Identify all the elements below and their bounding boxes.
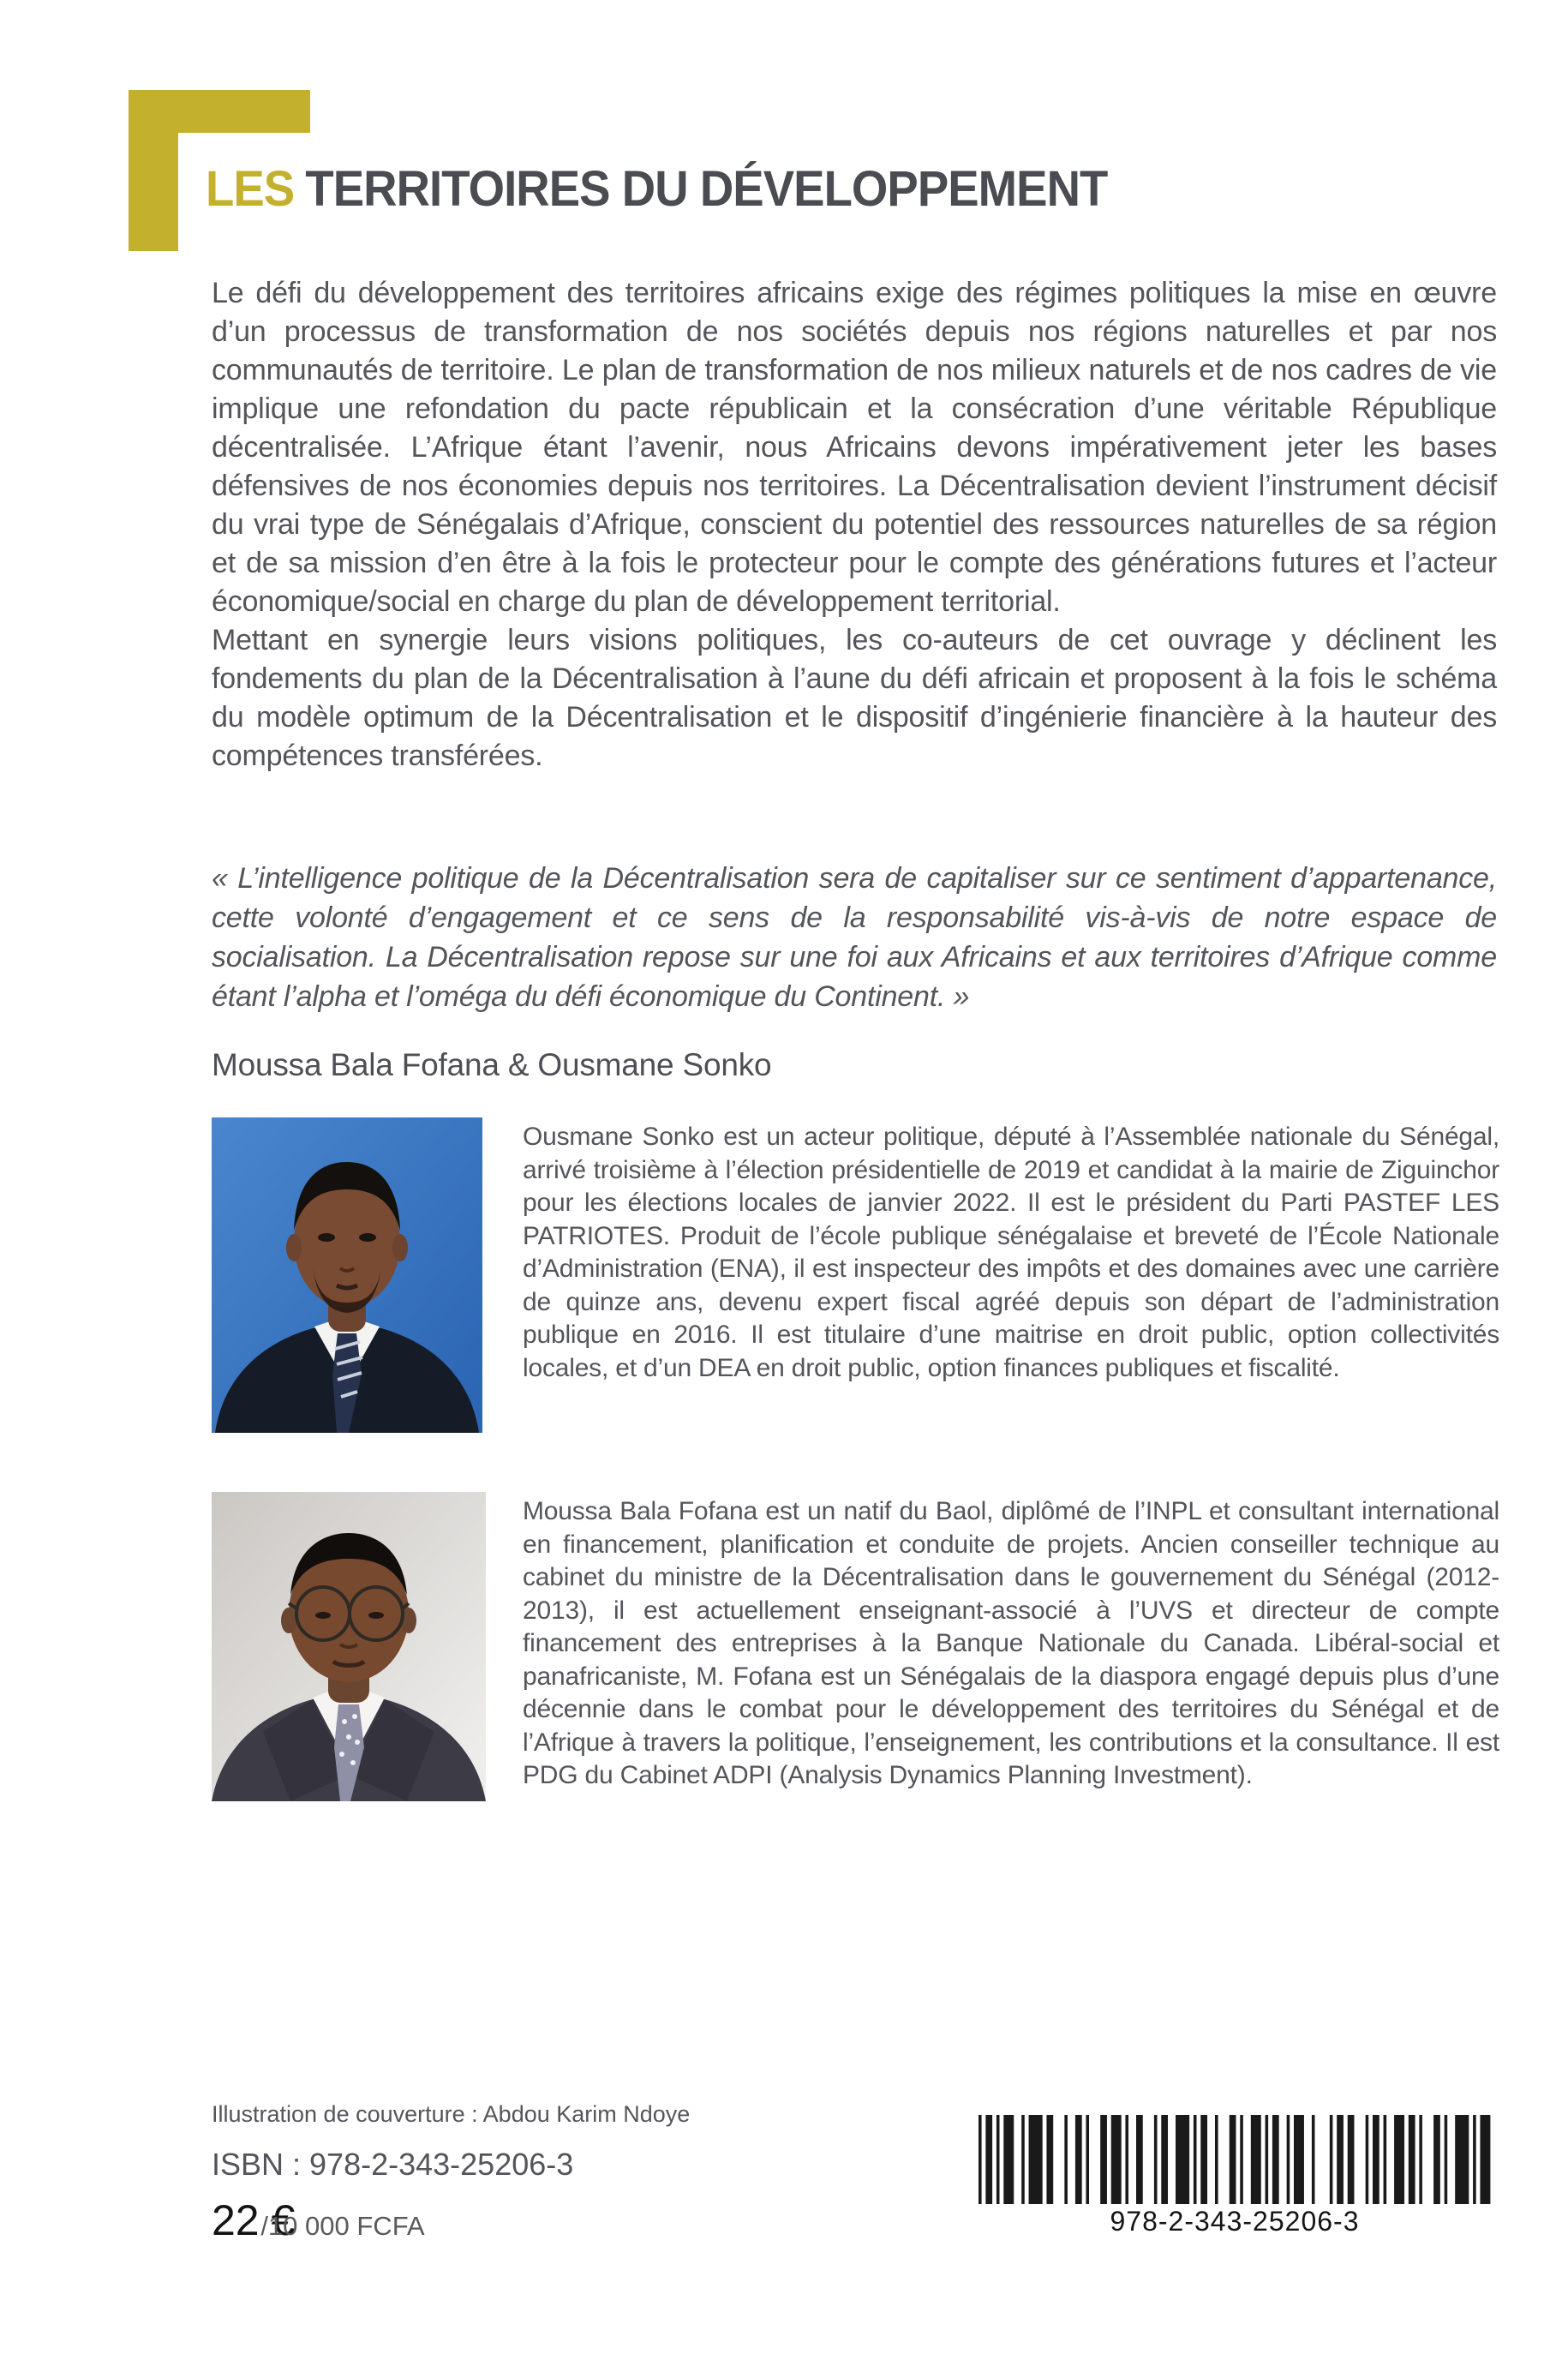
ean-barcode	[979, 2115, 1491, 2237]
gold-corner-bracket-vertical	[129, 90, 178, 251]
moussa-bala-fofana-photo	[212, 1492, 486, 1801]
cover-illustration-credit: Illustration de couverture : Abdou Karim Ndoye	[212, 2101, 691, 2127]
bio-moussa-bala-fofana: Moussa Bala Fofana est un natif du Baol, diplômé de l’INPL et consultant international en financement, planification et conduite de projets. Ancien conseiller technique au cabinet du ministre de la Décentralisation dans le gouvernement du Sénégal (2012-2013), il est actuellement enseignant-associé à l’UVS et directeur de compte financement des entreprises à la Banque Nationale du Canada. Libéral-social et panafricaniste, M. Fofana est un Sénégalais de la diaspora engagé depuis plus d’une décennie dans le combat pour le développement des territoires du Sénégal et de l’Afrique à travers la politique, l’enseignement, les contributions et la consultance. Il est PDG du Cabinet ADPI (Analysis Dynamics Planning Investment).	[523, 1497, 1499, 1789]
synopsis	[212, 274, 1497, 776]
book-title-highlight: LES	[206, 161, 295, 217]
price-fcfa: /10 000 FCFA	[260, 2211, 425, 2241]
isbn-line: ISBN : 978-2-343-25206-3	[212, 2147, 574, 2182]
ousmane-sonko-photo	[212, 1117, 482, 1433]
barcode-bars	[979, 2115, 1491, 2204]
price-euros: 22 €	[212, 2196, 296, 2244]
book-title-rest: TERRITOIRES DU DÉVELOPPEMENT	[305, 161, 1108, 217]
price-line	[212, 2195, 425, 2245]
barcode-number: 978-2-343-25206-3	[1110, 2206, 1360, 2237]
synopsis-paragraph-1: Le défi du développement des territoires africains exige des régimes politiques la mise en œuvre d’un processus de transformation de nos sociétés depuis nos régions naturelles et par nos communautés de territoire. Le plan de transformation de nos milieux naturels et de nos cadres de vie implique une refondation du pacte républicain et la consécration d’une véritable République décentralisée. L’Afrique étant l’avenir, nous Africains devons impérativement jeter les bases défensives de nos économies depuis nos territoires. La Décentralisation devient l’instrument décisif du vrai type de Sénégalais d’Afrique, conscient du potentiel des ressources naturelles de sa région et de sa mission d’en être à la fois le protecteur pour le compte des générations futures et l’acteur économique/social en charge du plan de développement territorial.	[212, 277, 1497, 618]
synopsis-paragraph-2: Mettant en synergie leurs visions politiques, les co-auteurs de cet ouvrage y déclinent les fondements du plan de la Décentralisation à l’aune du défi africain et proposent à la fois le schéma du modèle optimum de la Décentralisation et le dispositif d’ingénierie financière à la hauteur des compétences transférées.	[212, 624, 1497, 772]
authors-line: Moussa Bala Fofana & Ousmane Sonko	[212, 1047, 772, 1082]
book-title	[206, 161, 1108, 217]
bio-ousmane-sonko: Ousmane Sonko est un acteur politique, député à l’Assemblée nationale du Sénégal, arrivé troisième à l’élection présidentielle de 2019 et candidat à la mairie de Ziguinchor pour les élections locales de janvier 2022. Il est le président du Parti PASTEF LES PATRIOTES. Produit de l’école publique sénégalaise et breveté de l’École Nationale d’Administration (ENA), il est inspecteur des impôts et des domaines avec une carrière de quinze ans, devenu expert fiscal agréé depuis son départ de l’administration publique en 2016. Il est titulaire d’une maitrise en droit public, option collectivités locales, et d’un DEA en droit public, option finances publiques et fiscalité.	[523, 1123, 1499, 1382]
pull-quote: « L’intelligence politique de la Décentralisation sera de capitaliser sur ce sentiment d’appartenance, cette volonté d’engagement et ce sens de la responsabilité vis-à-vis de notre espace de socialisation. La Décentralisation repose sur une foi aux Africains et aux territoires d’Afrique comme étant l’alpha et l’oméga du défi économique du Continent. »	[212, 862, 1497, 1013]
